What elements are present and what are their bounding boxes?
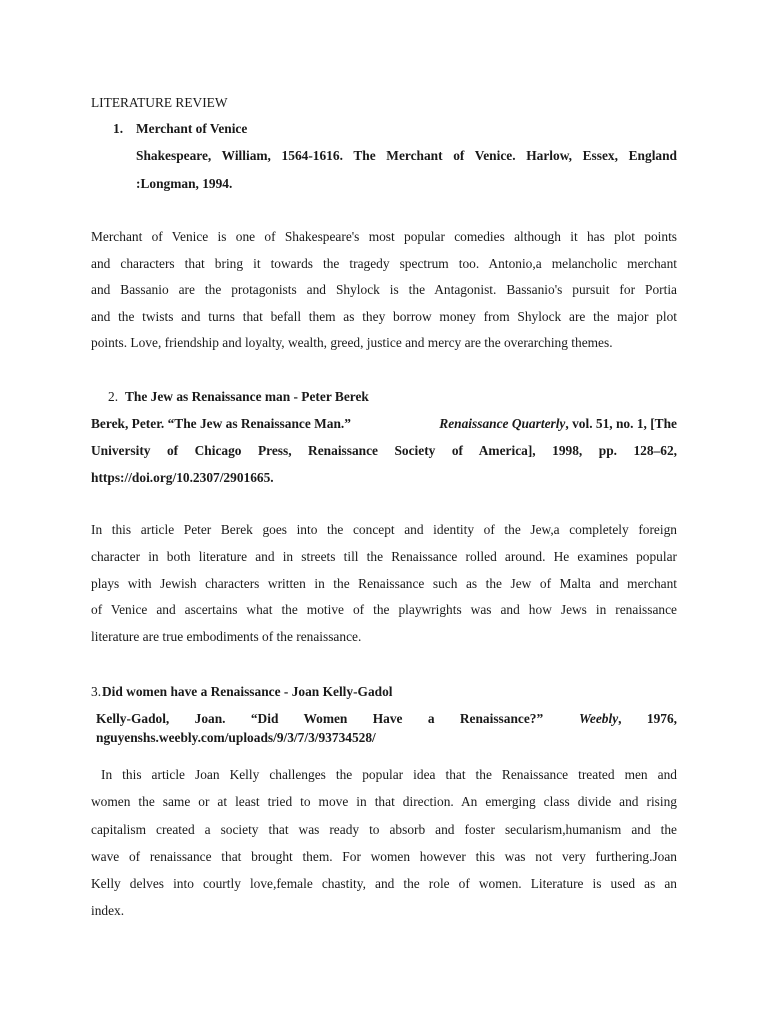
section-3-title: Did women have a Renaissance - Joan Kelly-Gadol bbox=[102, 684, 393, 699]
section-2-paragraph bbox=[91, 522, 677, 656]
paragraph-line: and the twists and turns that befall them as they borrow money from Shylock are the major plot bbox=[91, 308, 677, 324]
paragraph-line: In this article Joan Kelly challenges the popular idea that the Renaissance treated men and bbox=[91, 767, 677, 782]
citation-site: Weebly bbox=[579, 711, 619, 726]
paragraph-line: wave of renaissance that brought them. For women however this was not very furthering.Joan bbox=[91, 848, 677, 864]
citation-author-title: Kelly-Gadol, Joan. “Did Women Have a Renaissance?” bbox=[96, 711, 544, 726]
paragraph-line: Kelly delves into courtly love,female chastity, and the role of women. Literature is used as an bbox=[91, 876, 677, 892]
section-2-doi-link[interactable]: https://doi.org/10.2307/2901665. bbox=[91, 470, 274, 485]
document-heading: LITERATURE REVIEW bbox=[91, 95, 228, 110]
section-1-title: Merchant of Venice bbox=[136, 121, 248, 136]
paragraph-line: index. bbox=[91, 903, 125, 919]
section-1-number: 1. bbox=[113, 121, 124, 136]
paragraph-line: points. Love, friendship and loyalty, wealth, greed, justice and mercy are the overarching themes. bbox=[91, 335, 613, 350]
paragraph-line: and Bassanio are the protagonists and Shylock is the Antagonist. Bassanio's pursuit for Portia bbox=[91, 282, 677, 297]
section-3-paragraph bbox=[91, 767, 677, 931]
citation-volume: , vol. 51, no. 1, [The bbox=[565, 416, 677, 431]
paragraph-line: plays with Jewish characters written in the Renaissance such as the Jew of Malta and merchant bbox=[91, 575, 677, 591]
section-1-citation-line-1: Shakespeare, William, 1564-1616. The Merchant of Venice. Harlow, Essex, England bbox=[136, 148, 677, 163]
paragraph-line: of Venice and ascertains what the motive of the playwrights was and how Jews in renaissance bbox=[91, 602, 677, 618]
section-1-paragraph bbox=[91, 229, 677, 362]
citation-year: , 1976, bbox=[618, 711, 677, 726]
section-2-title: The Jew as Renaissance man - Peter Berek bbox=[125, 389, 369, 404]
paragraph-line: and characters that bring it towards the tragedy spectrum too. Antonio,a melancholic merchant bbox=[91, 255, 677, 271]
paragraph-line: Merchant of Venice is one of Shakespeare's most popular comedies although it has plot points bbox=[91, 229, 677, 244]
section-3-number: 3. bbox=[91, 684, 102, 699]
paragraph-line: literature are true embodiments of the renaissance. bbox=[91, 629, 362, 645]
section-3-citation-line-1 bbox=[96, 711, 677, 727]
section-3-url-link[interactable]: nguyenshs.weebly.com/uploads/9/3/7/3/93734528/ bbox=[96, 730, 376, 745]
paragraph-line: In this article Peter Berek goes into the concept and identity of the Jew,a completely foreign bbox=[91, 522, 677, 537]
paragraph-line: women the same or at least tried to move in that direction. An emerging class divide and rising bbox=[91, 794, 677, 810]
section-1-citation-line-2: :Longman, 1994. bbox=[136, 176, 233, 191]
paragraph-line: capitalism created a society that was ready to absorb and foster secularism,humanism and the bbox=[91, 821, 677, 837]
section-2-number: 2. bbox=[108, 389, 119, 404]
citation-journal: Renaissance Quarterly bbox=[439, 416, 566, 431]
section-2-citation-line-1 bbox=[91, 416, 677, 432]
section-2-citation-line-2: University of Chicago Press, Renaissance Society of America], 1998, pp. 128–62, bbox=[91, 443, 677, 458]
paragraph-line: character in both literature and in streets till the Renaissance rolled around. He examines popular bbox=[91, 548, 677, 564]
citation-author-title: Berek, Peter. “The Jew as Renaissance Man.” bbox=[91, 416, 351, 431]
